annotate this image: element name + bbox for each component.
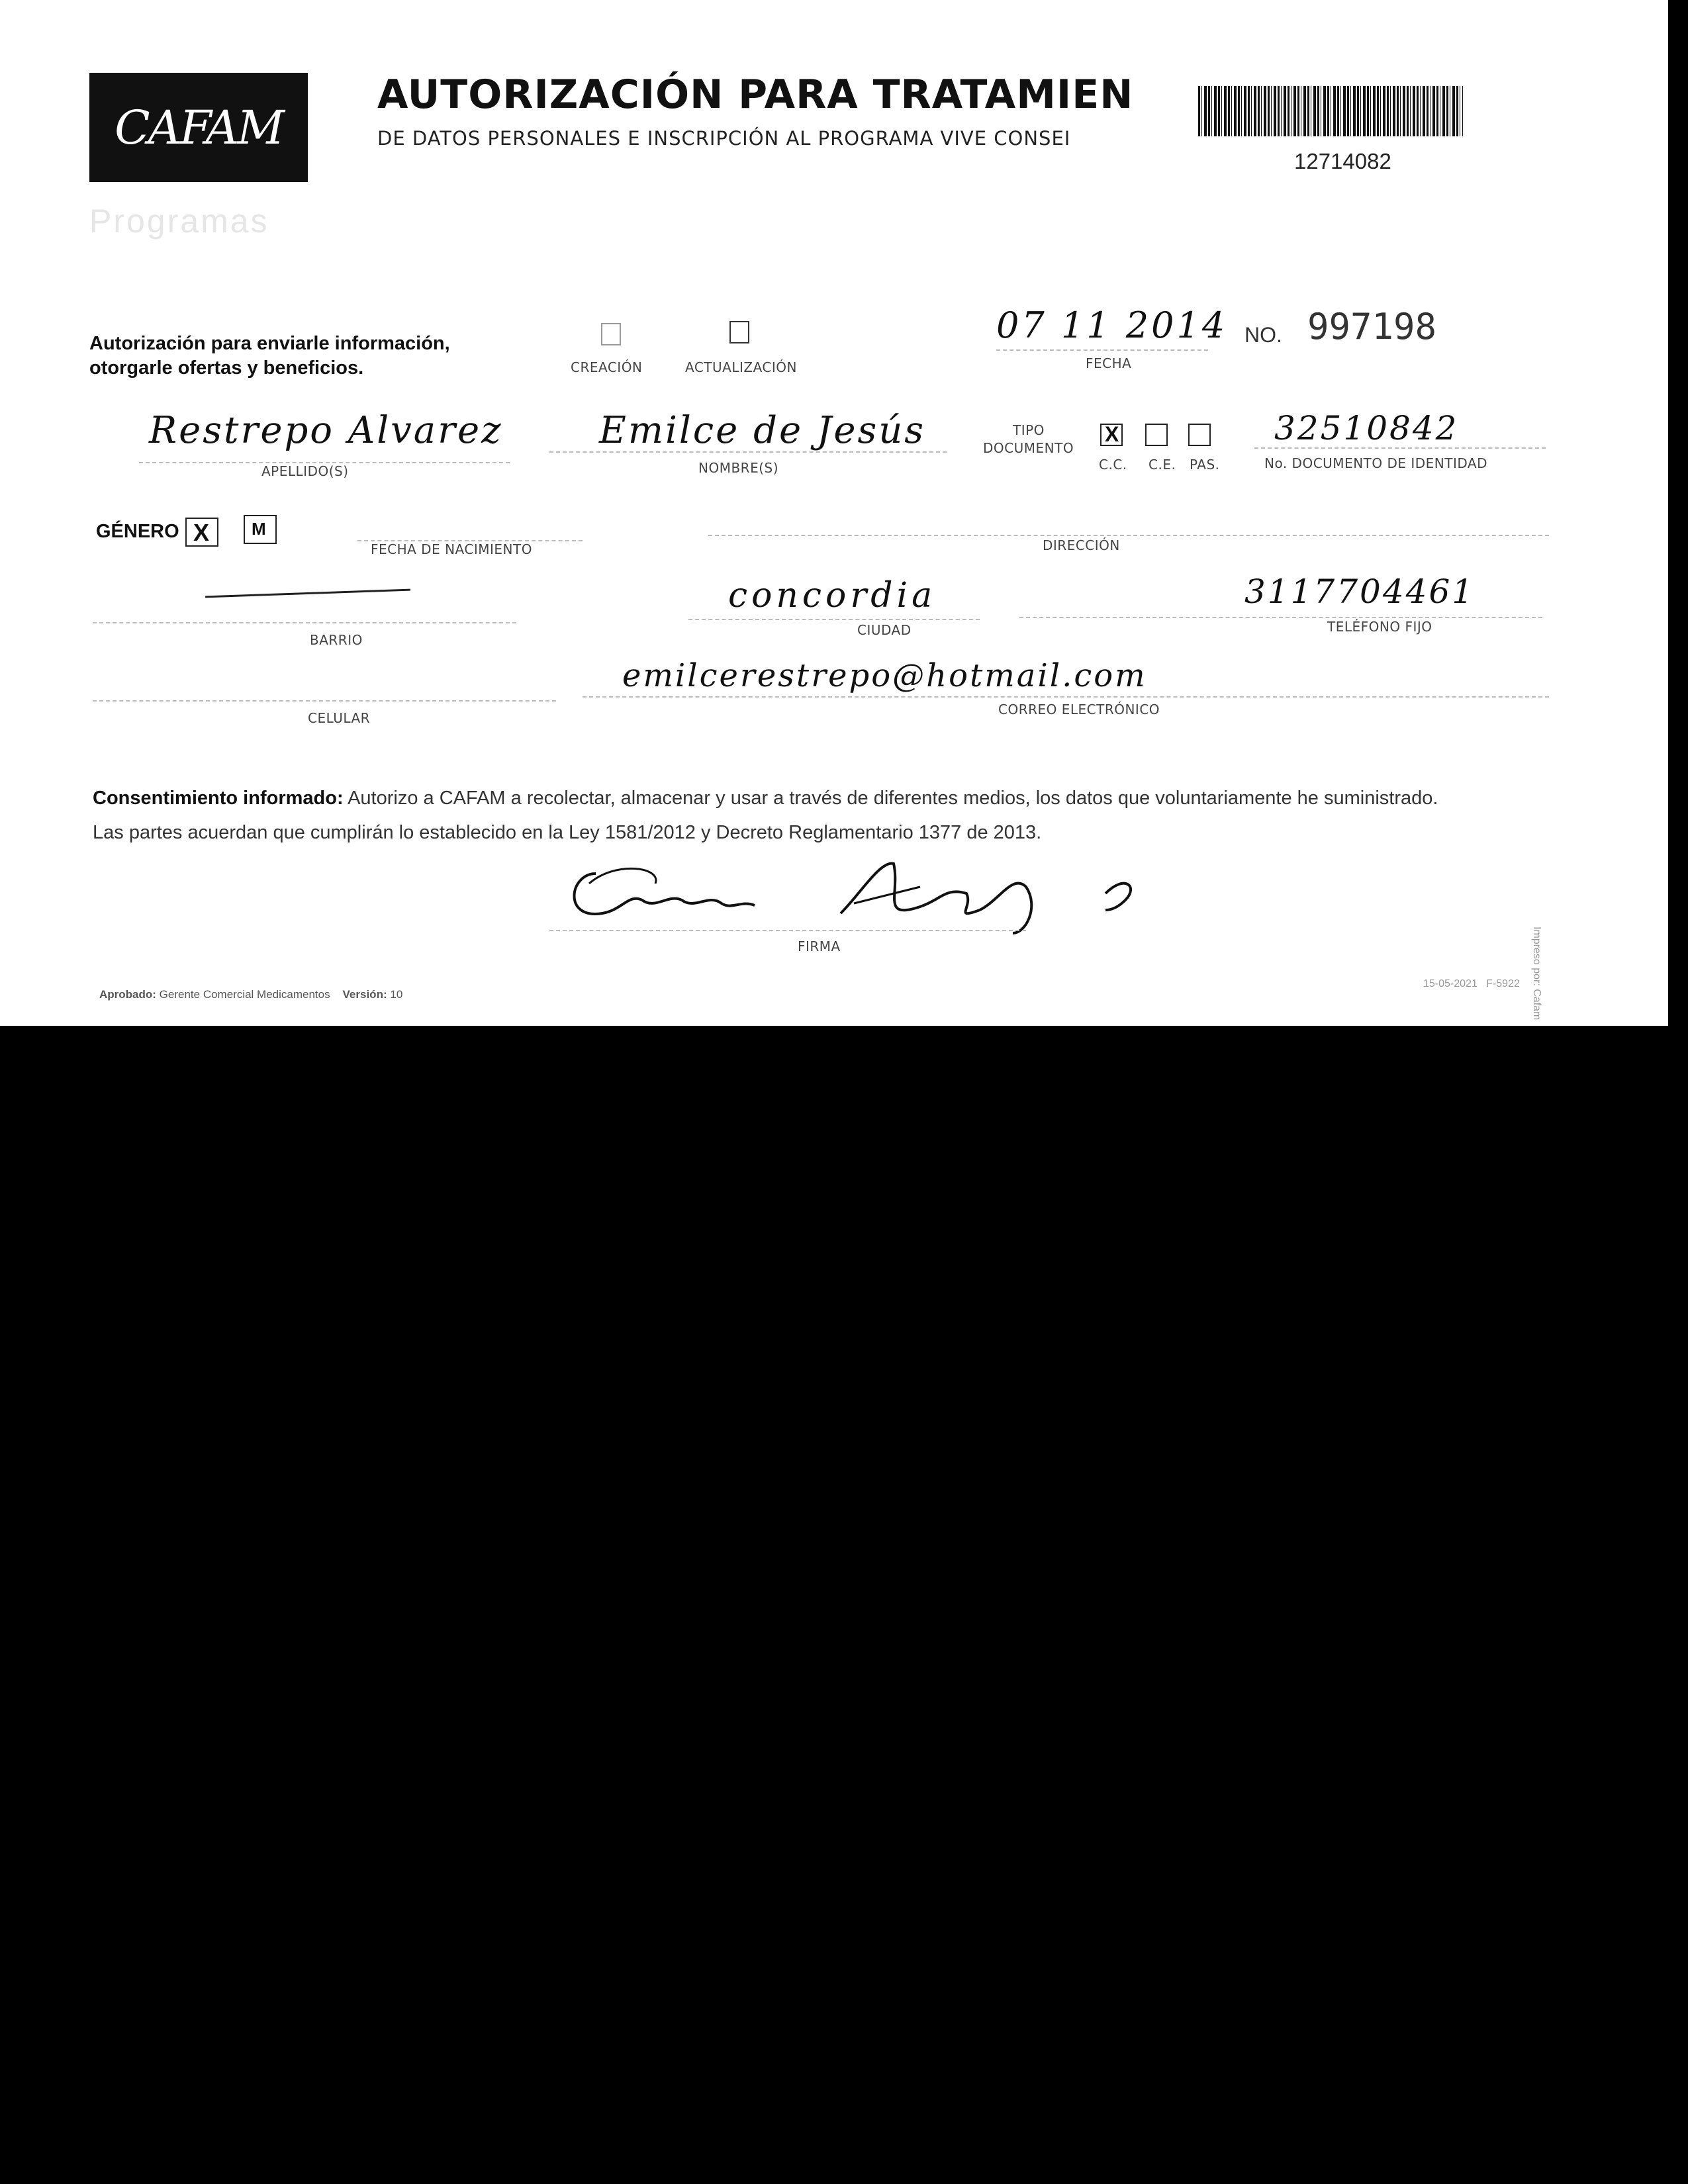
consent-bold: Consentimiento informado: xyxy=(93,788,344,809)
no-label: NO. xyxy=(1244,323,1282,347)
aprobado-label: Aprobado: xyxy=(99,988,156,1001)
handwritten-signature[interactable] xyxy=(549,847,1172,940)
celular-label: CELULAR xyxy=(308,710,371,726)
tipo-documento-label-2: DOCUMENTO xyxy=(983,440,1074,456)
no-value: 997198 xyxy=(1307,306,1437,347)
intro-line-2: otorgarle ofertas y beneficios. xyxy=(89,357,364,379)
logo-text: CAFAM xyxy=(115,100,283,155)
side-vertical-text: Impreso por: Cafam xyxy=(1531,927,1542,1021)
nombres-label: NOMBRE(S) xyxy=(698,460,779,476)
form-subtitle: DE DATOS PERSONALES E INSCRIPCIÓN AL PROGRAMA VIVE CONSEI xyxy=(377,127,1071,150)
form-sheet xyxy=(0,0,1668,1026)
consent-text-2: Las partes acuerdan que cumplirán lo establecido en la Ley 1581/2012 y Decreto Reglamentario 1377 de 2013. xyxy=(93,822,1042,843)
actualizacion-checkbox[interactable] xyxy=(729,321,749,343)
genero-f-checkbox[interactable] xyxy=(185,518,218,547)
consent-paragraph xyxy=(93,781,1562,850)
barrio-stroke xyxy=(205,589,410,598)
apellidos-value[interactable]: Restrepo Alvarez xyxy=(149,409,503,452)
pas-label: PAS. xyxy=(1190,457,1220,473)
fecha-value[interactable]: 07 11 2014 xyxy=(996,304,1228,346)
cafam-logo xyxy=(89,73,308,182)
genero-f-mark: X xyxy=(193,519,210,546)
barrio-label: BARRIO xyxy=(310,632,363,648)
creacion-checkbox[interactable] xyxy=(601,323,621,345)
barcode xyxy=(1198,86,1463,136)
ciudad-label: CIUDAD xyxy=(857,622,912,638)
actualizacion-label: ACTUALIZACIÓN xyxy=(685,359,797,375)
cc-label: C.C. xyxy=(1099,457,1127,473)
ce-checkbox[interactable] xyxy=(1145,424,1168,446)
fecha-nacimiento-label: FECHA DE NACIMIENTO xyxy=(371,541,532,557)
tipo-documento-label-1: TIPO xyxy=(1013,422,1045,438)
creacion-label: CREACIÓN xyxy=(571,359,643,375)
correo-value[interactable]: emilcerestrepo@hotmail.com xyxy=(622,657,1147,694)
fecha-label: FECHA xyxy=(1086,355,1132,371)
firma-label: FIRMA xyxy=(798,938,841,954)
genero-m-label: M xyxy=(252,519,266,539)
nombres-value[interactable]: Emilce de Jesús xyxy=(599,409,926,452)
form-title: AUTORIZACIÓN PARA TRATAMIEN xyxy=(377,71,1134,118)
ciudad-value[interactable]: concordia xyxy=(728,576,937,615)
documento-label: No. DOCUMENTO DE IDENTIDAD xyxy=(1264,455,1488,471)
aprobado-value: Gerente Comercial Medicamentos xyxy=(159,988,330,1001)
documento-value[interactable]: 32510842 xyxy=(1274,409,1459,447)
pas-checkbox[interactable] xyxy=(1188,424,1211,446)
consent-text-1: Autorizo a CAFAM a recolectar, almacenar y usar a través de diferentes medios, los datos que voluntariamente he suministrado. xyxy=(343,788,1438,809)
faded-programas-text: Programas xyxy=(89,203,269,240)
cc-mark: X xyxy=(1105,422,1119,446)
footer-right-code: 15-05-2021 F-5922 xyxy=(1423,978,1520,989)
genero-label: GÉNERO xyxy=(96,521,179,542)
version-label: Versión: xyxy=(342,988,387,1001)
direccion-label: DIRECCIÓN xyxy=(1043,537,1120,553)
correo-label: CORREO ELECTRÓNICO xyxy=(998,702,1160,717)
genero-m-checkbox[interactable] xyxy=(244,515,277,544)
footer-aprobado xyxy=(99,988,402,1001)
version-value: 10 xyxy=(390,988,403,1001)
telefono-label: TELÉFONO FIJO xyxy=(1327,619,1432,635)
intro-line-1: Autorización para enviarle información, xyxy=(89,333,450,354)
apellidos-label: APELLIDO(S) xyxy=(261,463,349,479)
cc-checkbox[interactable] xyxy=(1100,424,1123,446)
barcode-number: 12714082 xyxy=(1294,149,1391,173)
ce-label: C.E. xyxy=(1149,457,1176,473)
telefono-value[interactable]: 3117704461 xyxy=(1244,572,1476,611)
